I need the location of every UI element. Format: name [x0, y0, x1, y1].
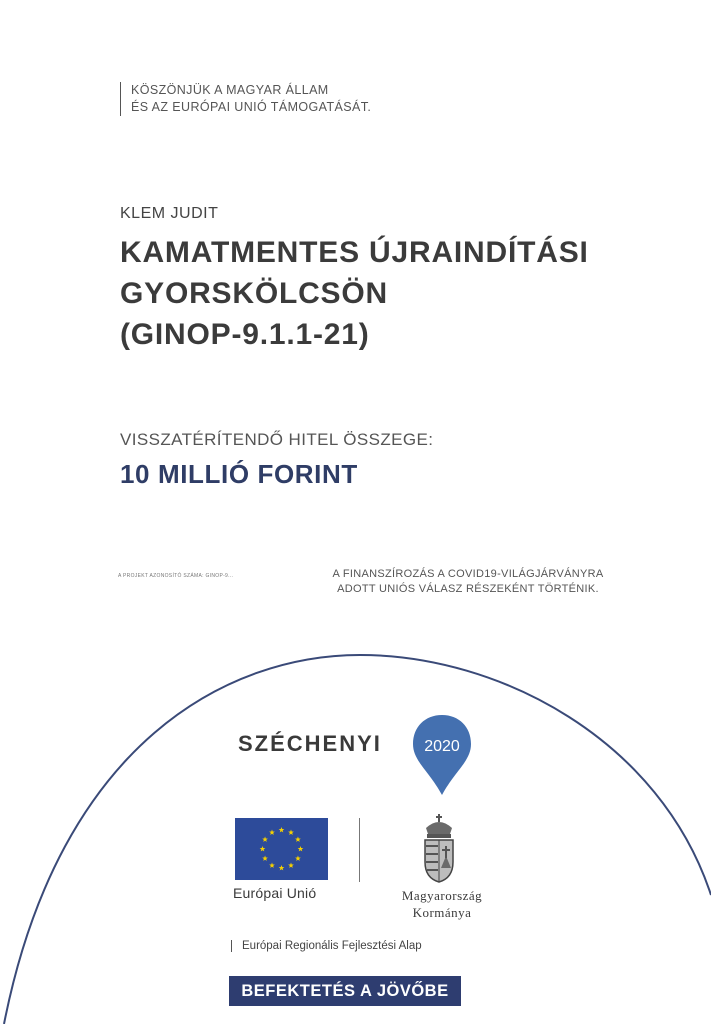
- szechenyi-logo-text: SZÉCHENYI: [238, 731, 382, 756]
- amount-label: VISSZATÉRÍTENDŐ HITEL ÖSSZEGE:: [120, 430, 434, 449]
- szechenyi-year: 2020: [424, 738, 460, 755]
- beneficiary-name: KLEM JUDIT: [120, 205, 219, 222]
- fund-name: Európai Regionális Fejlesztési Alap: [231, 940, 422, 952]
- gov-label-line-2: Kormánya: [412, 905, 472, 920]
- project-title-line-1: KAMATMENTES ÚJRAINDÍTÁSI: [120, 236, 589, 269]
- hungarian-government-label: [372, 887, 512, 921]
- eu-label: Európai Unió: [233, 885, 317, 901]
- covid-note-line-1: A FINANSZÍROZÁS A COVID19-VILÁGJÁRVÁNYRA: [332, 568, 604, 580]
- project-title-line-2: GYORSKÖLCSÖN: [120, 277, 388, 310]
- hungary-coat-of-arms-icon: [420, 812, 458, 884]
- thanks-line-1: KÖSZÖNJÜK A MAGYAR ÁLLAM: [131, 83, 329, 97]
- slogan-banner: BEFEKTETÉS A JÖVŐBE: [229, 976, 461, 1006]
- gov-label-line-1: Magyarország: [401, 888, 483, 903]
- eu-flag-icon: [235, 818, 328, 880]
- covid-note-line-2: ADOTT UNIÓS VÁLASZ RÉSZEKÉNT TÖRTÉNIK.: [337, 583, 599, 595]
- project-id-fine-print: A PROJEKT AZONOSÍTÓ SZÁMA: GINOP-9...: [118, 573, 234, 579]
- szechenyi-2020-pin-icon: [411, 713, 473, 797]
- logo-divider: [359, 818, 360, 882]
- project-code: (GINOP-9.1.1-21): [120, 318, 370, 351]
- thanks-line-2: ÉS AZ EURÓPAI UNIÓ TÁMOGATÁSÁT.: [131, 100, 372, 114]
- amount-value: 10 MILLIÓ FORINT: [120, 459, 358, 489]
